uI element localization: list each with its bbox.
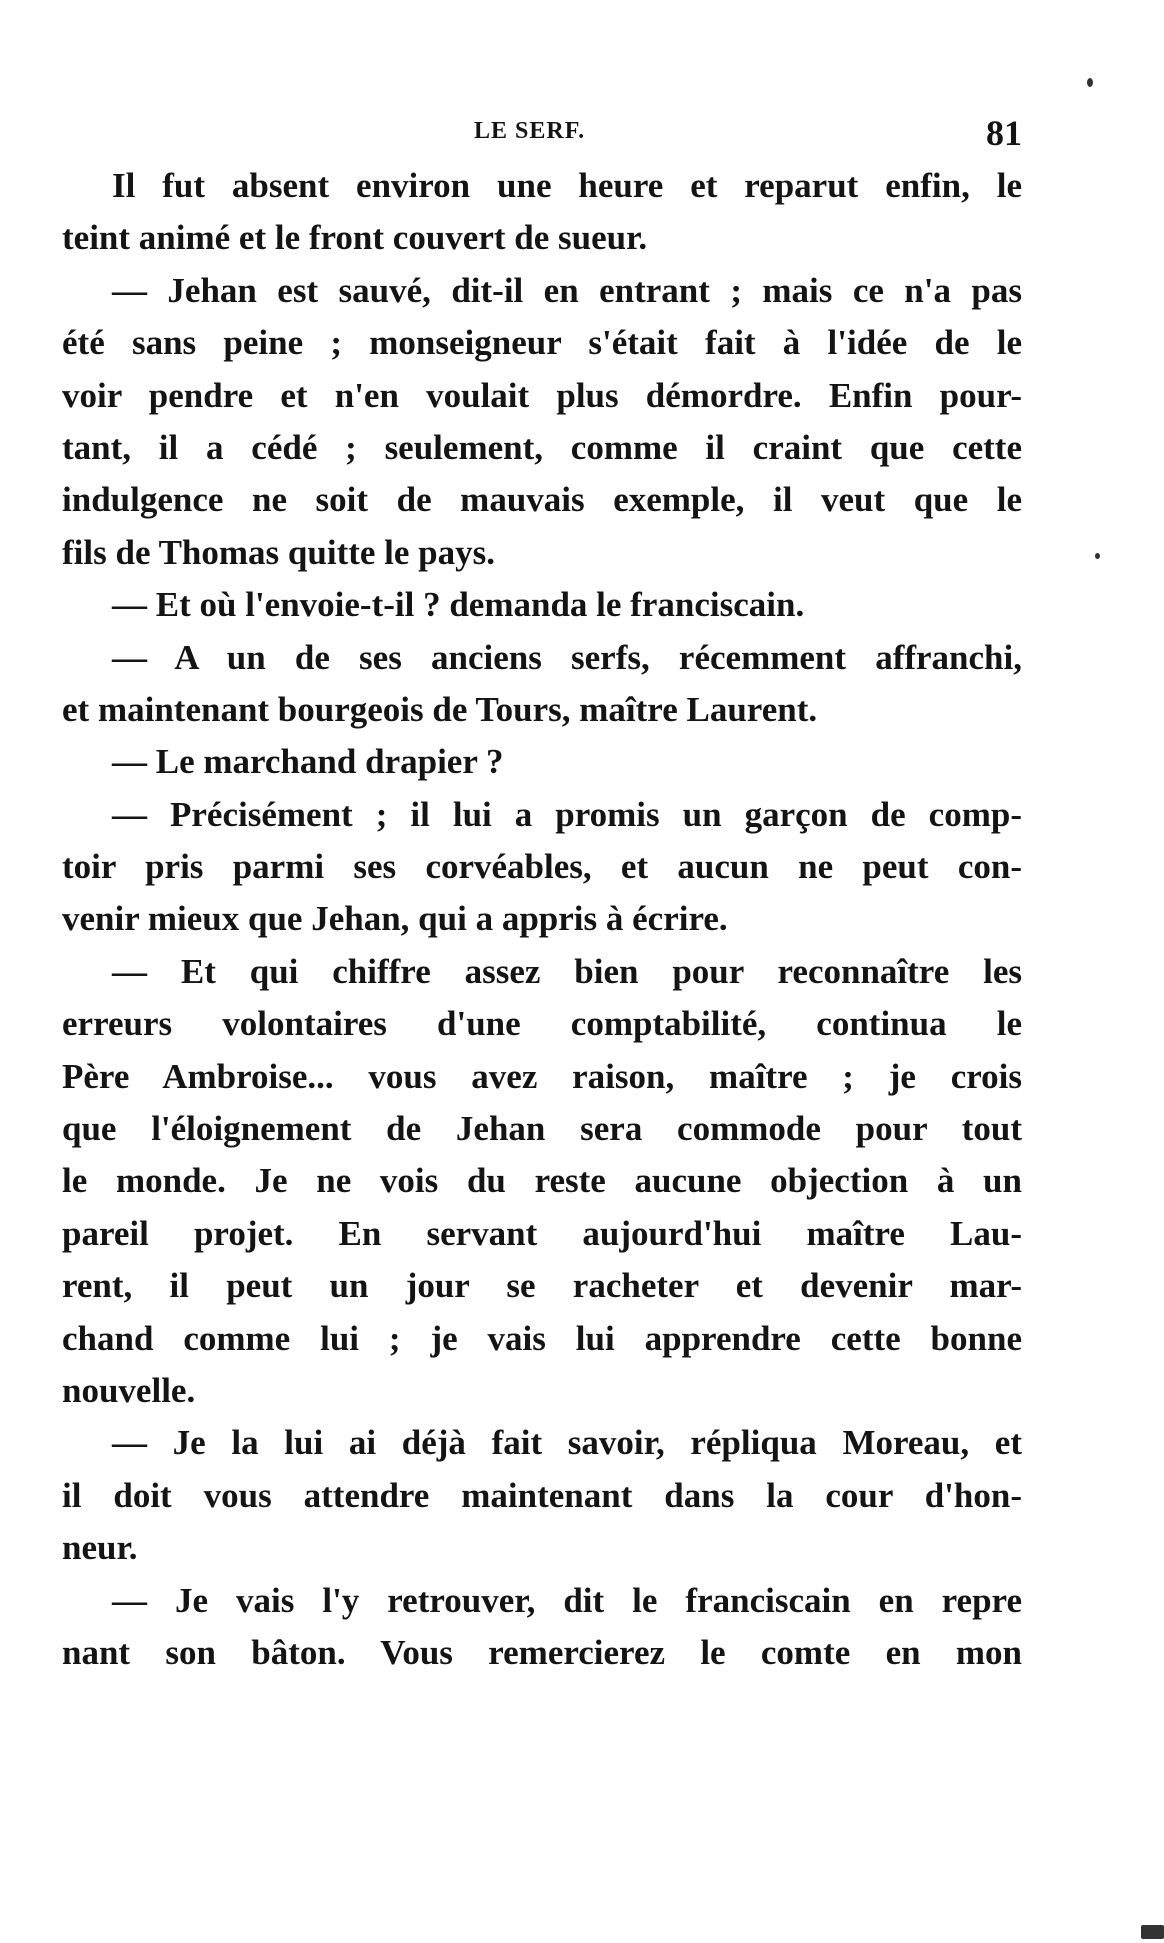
text-line: — A un de ses anciens serfs, récemment affranchi, bbox=[112, 637, 1022, 677]
running-title: LE SERF. bbox=[474, 118, 586, 144]
text-line: toir pris parmi ses corvéables, et aucun ne peut con- bbox=[62, 847, 1022, 887]
text-line: le monde. Je ne vois du reste aucune objection à un bbox=[62, 1161, 1022, 1201]
text-line: — Je la lui ai déjà fait savoir, répliqua Moreau, et bbox=[112, 1423, 1022, 1463]
text-line: — Et où l'envoie-t-il ? demanda le franciscain. bbox=[112, 585, 805, 625]
text-line: — Précisément ; il lui a promis un garçon de comp- bbox=[112, 794, 1022, 834]
text-line: erreurs volontaires d'une comptabilité, continua le bbox=[62, 1004, 1022, 1044]
body-text bbox=[62, 160, 1022, 1679]
text-line: neur. bbox=[62, 1528, 138, 1568]
text-line: il doit vous attendre maintenant dans la cour d'hon- bbox=[62, 1475, 1022, 1515]
text-line: — Jehan est sauvé, dit-il en entrant ; mais ce n'a pas bbox=[112, 270, 1022, 310]
text-line: tant, il a cédé ; seulement, comme il craint que cette bbox=[62, 427, 1022, 467]
text-line: pareil projet. En servant aujourd'hui maître Lau- bbox=[62, 1213, 1022, 1253]
text-line: venir mieux que Jehan, qui a appris à écrire. bbox=[62, 899, 728, 939]
scan-speck bbox=[1087, 78, 1093, 87]
text-line: et maintenant bourgeois de Tours, maître Laurent. bbox=[62, 689, 818, 729]
running-head bbox=[62, 112, 1022, 152]
page-number: 81 bbox=[986, 113, 1022, 153]
scan-speck bbox=[1095, 553, 1100, 559]
text-line: — Je vais l'y retrouver, dit le franciscain en repre bbox=[112, 1580, 1022, 1620]
text-line: que l'éloignement de Jehan sera commode pour tout bbox=[62, 1109, 1022, 1149]
text-line: teint animé et le front couvert de sueur. bbox=[62, 218, 648, 258]
scan-speck bbox=[1141, 1925, 1164, 1939]
text-line: Père Ambroise... vous avez raison, maître ; je crois bbox=[62, 1056, 1022, 1096]
text-line: rent, il peut un jour se racheter et devenir mar- bbox=[62, 1266, 1022, 1306]
text-line: fils de Thomas quitte le pays. bbox=[62, 532, 496, 572]
text-line: — Et qui chiffre assez bien pour reconnaître les bbox=[112, 951, 1022, 991]
text-line: chand comme lui ; je vais lui apprendre cette bonne bbox=[62, 1318, 1022, 1358]
text-line: Il fut absent environ une heure et reparut enfin, le bbox=[112, 166, 1022, 205]
text-line: nant son bâton. Vous remercierez le comte en mon bbox=[62, 1632, 1022, 1672]
text-line: nouvelle. bbox=[62, 1370, 196, 1410]
text-line: été sans peine ; monseigneur s'était fait à l'idée de le bbox=[62, 323, 1022, 363]
text-line: voir pendre et n'en voulait plus démordre. Enfin pour- bbox=[62, 375, 1022, 415]
text-line: — Le marchand drapier ? bbox=[112, 742, 504, 782]
text-line: indulgence ne soit de mauvais exemple, il veut que le bbox=[62, 480, 1022, 520]
